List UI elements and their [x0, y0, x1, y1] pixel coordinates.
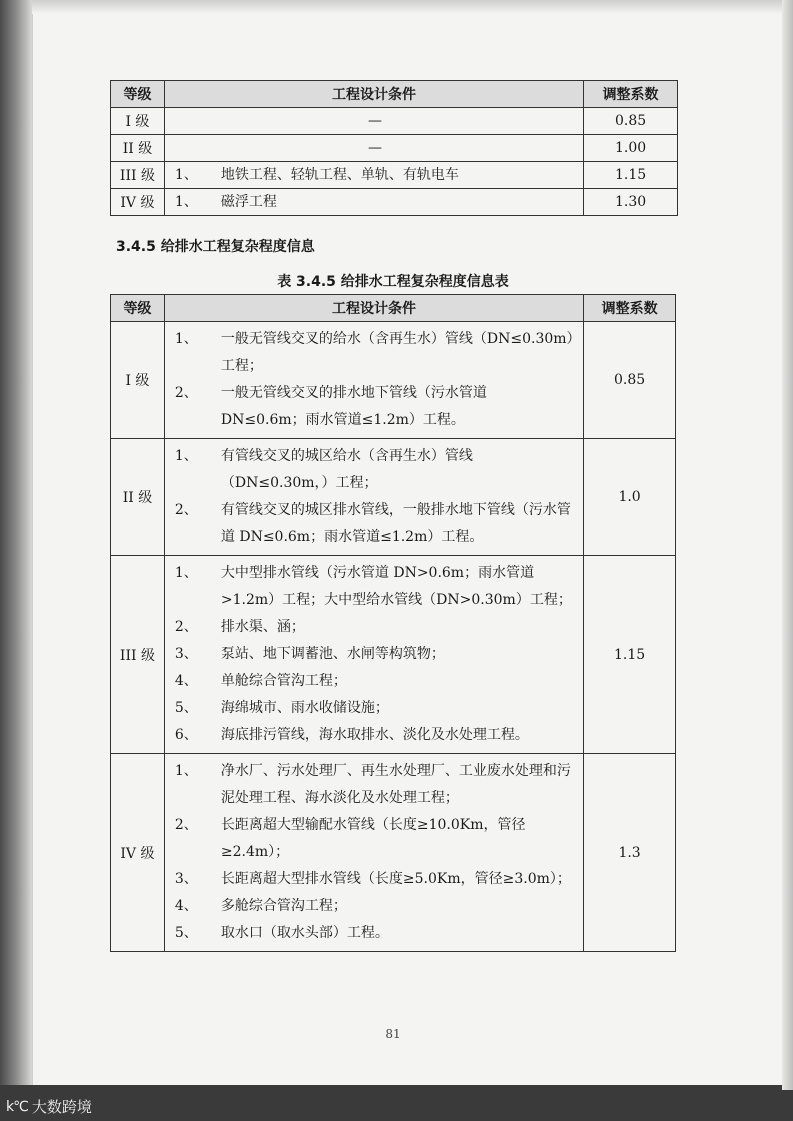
grade-cell: III 级	[111, 162, 165, 189]
table-row	[111, 189, 678, 216]
condition-item	[175, 866, 575, 893]
header-coefficient: 调整系数	[584, 81, 678, 108]
condition-number: 5、	[174, 700, 198, 716]
condition-item	[175, 722, 575, 749]
condition-number: 2、	[174, 619, 198, 635]
condition-text: 取水口（取水头部）工程。	[220, 925, 389, 941]
table-caption: 表 3.4.5 给排水工程复杂程度信息表	[277, 274, 509, 290]
condition-number: 1、	[174, 331, 198, 347]
condition-number: 1、	[174, 167, 198, 183]
coefficient-cell: 1.15	[584, 556, 676, 754]
condition-number: 5、	[174, 925, 198, 941]
table-row	[111, 754, 676, 952]
condition-text: 地铁工程、轻轨工程、单轨、有轨电车	[220, 167, 459, 183]
condition-text: 磁浮工程	[220, 194, 277, 210]
watermark-text: 大数跨境	[31, 1098, 92, 1116]
coefficient-cell: 0.85	[584, 322, 676, 439]
table-row	[111, 556, 676, 754]
book-spine	[0, 0, 32, 1085]
condition-text: 海底排污管线，海水取排水、淡化及水处理工程。	[220, 727, 529, 743]
condition-number: 6、	[174, 727, 198, 743]
condition-number: 3、	[174, 871, 198, 887]
condition-item	[175, 380, 575, 434]
grade-cell: I 级	[111, 322, 165, 439]
condition-item	[175, 758, 575, 812]
coefficient-cell: 1.30	[584, 189, 678, 216]
condition-item	[175, 695, 575, 722]
table-row	[111, 439, 676, 556]
coefficient-cell: 1.3	[584, 754, 676, 952]
table-header-row	[111, 81, 678, 108]
conditions-cell	[164, 754, 583, 952]
table-row	[111, 108, 678, 135]
condition-text: 多舱综合管沟工程；	[220, 898, 347, 914]
condition-number: 3、	[174, 646, 198, 662]
grade-cell: II 级	[111, 439, 165, 556]
grade-cell: IV 级	[111, 754, 165, 952]
conditions-cell	[164, 108, 583, 135]
conditions-cell	[164, 439, 583, 556]
condition-text: 有管线交叉的城区给水（含再生水）管线（DN≤0.30m，）工程；	[220, 448, 473, 491]
condition-number: 1、	[174, 763, 198, 779]
condition-number: 2、	[174, 817, 198, 833]
conditions-cell	[164, 556, 583, 754]
conditions-cell	[164, 162, 583, 189]
conditions-cell	[164, 189, 583, 216]
condition-text: 一般无管线交叉的给水（含再生水）管线（DN≤0.30m）工程；	[220, 331, 574, 374]
condition-text: 长距离超大型输配水管线（长度≥10.0Km，管径≥2.4m）；	[220, 817, 526, 860]
condition-text: —	[368, 140, 383, 156]
condition-text: 净水厂、污水处理厂、再生水处理厂、工业废水处理和污泥处理工程、海水淡化及水处理工程；	[220, 763, 571, 806]
grade-cell: III 级	[111, 556, 165, 754]
condition-item	[175, 641, 575, 668]
condition-text: 海绵城市、雨水收储设施；	[220, 700, 389, 716]
coefficient-cell: 1.0	[584, 439, 676, 556]
condition-text: 一般无管线交叉的排水地下管线（污水管道 DN≤0.6m；雨水管道≤1.2m）工程。	[220, 385, 487, 428]
condition-number: 1、	[174, 194, 198, 210]
header-conditions: 工程设计条件	[164, 295, 583, 322]
condition-number: 1、	[174, 565, 198, 581]
condition-number: 4、	[174, 898, 198, 914]
conditions-cell	[164, 135, 583, 162]
watermark	[6, 1096, 92, 1117]
grade-cell: IV 级	[111, 189, 165, 216]
table-row	[111, 135, 678, 162]
condition-item	[175, 189, 575, 215]
condition-item	[175, 614, 575, 641]
watermark-logo-icon: k℃	[6, 1098, 28, 1115]
header-conditions: 工程设计条件	[164, 81, 583, 108]
page-number: 81	[385, 1027, 401, 1041]
header-grade: 等级	[111, 295, 165, 322]
water-grade-table	[110, 294, 676, 952]
condition-item	[175, 443, 575, 497]
rail-grade-table	[110, 80, 678, 216]
condition-text: 排水渠、涵；	[220, 619, 305, 635]
condition-item	[175, 108, 575, 134]
condition-item	[175, 326, 575, 380]
condition-text: 单舱综合管沟工程；	[220, 673, 347, 689]
page-top-shadow	[32, 0, 782, 14]
condition-item	[175, 497, 575, 551]
condition-item	[175, 135, 575, 161]
conditions-cell	[164, 322, 583, 439]
condition-text: 长距离超大型排水管线（长度≥5.0Km，管径≥3.0m）；	[220, 871, 571, 887]
coefficient-cell: 1.15	[584, 162, 678, 189]
condition-item	[175, 812, 575, 866]
condition-number: 2、	[174, 385, 198, 401]
coefficient-cell: 0.85	[584, 108, 678, 135]
condition-text: —	[368, 113, 383, 129]
section-heading: 3.4.5 给排水工程复杂程度信息	[116, 239, 315, 255]
condition-number: 4、	[174, 673, 198, 689]
grade-cell: II 级	[111, 135, 165, 162]
condition-item	[175, 560, 575, 614]
condition-item	[175, 893, 575, 920]
condition-item	[175, 668, 575, 695]
header-coefficient: 调整系数	[584, 295, 676, 322]
condition-text: 有管线交叉的城区排水管线，一般排水地下管线（污水管道 DN≤0.6m；雨水管道≤1.2m）工程。	[220, 502, 571, 545]
condition-text: 大中型排水管线（污水管道 DN>0.6m；雨水管道>1.2m）工程；大中型给水管线（DN>0.30m）工程；	[220, 565, 572, 608]
condition-text: 泵站、地下调蓄池、水闸等构筑物；	[220, 646, 445, 662]
condition-number: 1、	[174, 448, 198, 464]
condition-item	[175, 920, 575, 947]
grade-cell: I 级	[111, 108, 165, 135]
header-grade: 等级	[111, 81, 165, 108]
condition-item	[175, 162, 575, 188]
table-row	[111, 322, 676, 439]
table-row	[111, 162, 678, 189]
page-edge	[782, 0, 793, 1090]
coefficient-cell: 1.00	[584, 135, 678, 162]
condition-number: 2、	[174, 502, 198, 518]
table-header-row	[111, 295, 676, 322]
